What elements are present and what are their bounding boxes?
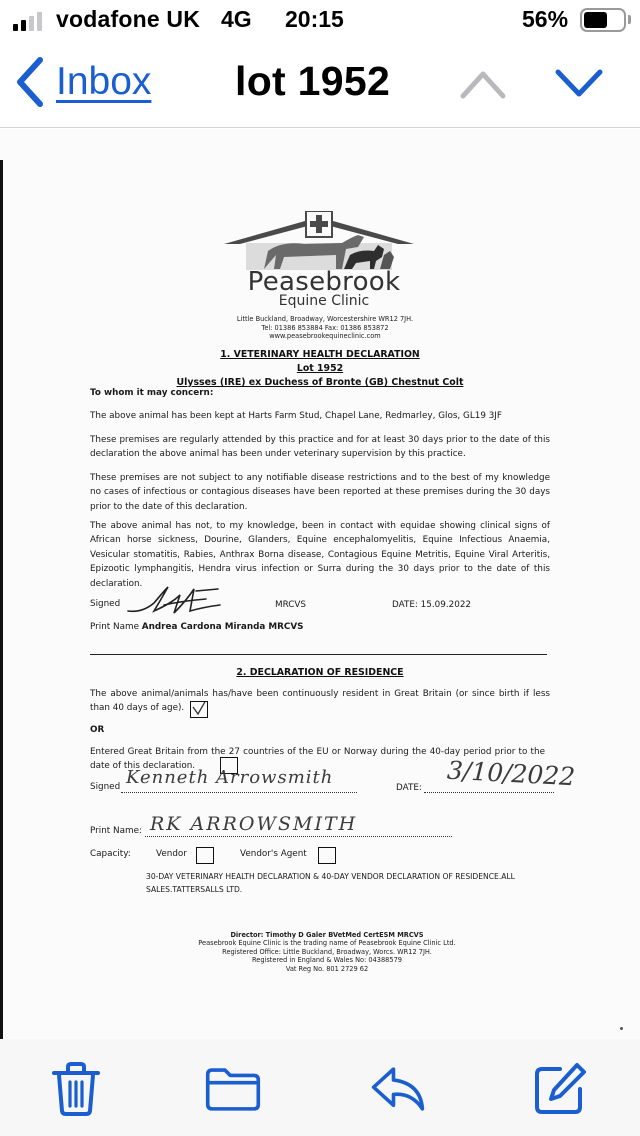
vendors-agent-checkbox: [318, 847, 336, 864]
signed-label: Signed: [90, 599, 121, 609]
status-bar: [0, 0, 640, 40]
residence-paragraph: The above animal/animals has/have been continuously resident in Great Britain (or since birth if less than 40 days of age).: [90, 689, 550, 714]
resident-checkbox: [190, 701, 208, 718]
message-subject-title: lot 1952: [235, 58, 391, 104]
declaration-note: 30-DAY VETERINARY HEALTH DECLARATION & 40-DAY VENDOR DECLARATION OF RESIDENCE.ALL SALES.TATTERSALLS LTD.: [146, 872, 515, 894]
vendor-signature: Kenneth Arrowsmith: [126, 767, 334, 788]
move-to-folder-button[interactable]: [205, 1061, 261, 1117]
declaration-paragraph: The above animal has not, to my knowledge, been in contact with equidae showing clinical signs of African horse sickness, Dourine, Glanders, Equine encephalomyelitis, Equine Infectious Anaemia, Vesicular stomatitis, Rabies, Anthrax Borna disease, Contagious Equine Metritis, Equine Viral Arteritis, Epizootic lymphangitis, Hendra virus infection or Surra during the 30 days prior to the date of this declaration.: [90, 521, 550, 589]
network-type: 4G: [221, 6, 252, 32]
mail-nav-bar: [0, 40, 640, 128]
cellular-signal-icon: [13, 12, 42, 31]
capacity-label: Capacity:: [90, 849, 131, 859]
print-name-row: Print Name Andrea Cardona Miranda MRCVS: [90, 622, 304, 632]
date-label: DATE:: [396, 783, 422, 793]
vendor-checkbox: [196, 847, 214, 864]
trash-icon: [50, 1061, 102, 1117]
vendor-declaration-date: 3/10/2022: [446, 755, 576, 792]
vendors-agent-label: Vendor's Agent: [240, 849, 307, 859]
mail-toolbar: [0, 1039, 640, 1136]
clinic-subtitle: Equine Clinic: [278, 293, 370, 309]
battery-percent: 56%: [522, 6, 569, 32]
carrier-name: vodafone UK: [56, 6, 201, 32]
attachment-viewer[interactable]: [0, 129, 640, 1039]
trash-button[interactable]: [48, 1061, 104, 1117]
declaration-paragraph: These premises are regularly attended by this practice and for at least 30 days prior to the date of this declaration the above animal has been under veterinary supervision by this practice.: [90, 435, 550, 460]
horse-description: Ulysses (IRE) ex Duchess of Bronte (GB) Chestnut Colt: [176, 377, 464, 388]
scanned-document: [0, 129, 640, 1039]
folder-icon: [205, 1064, 261, 1114]
back-label: Inbox: [56, 60, 152, 103]
chevron-up-icon[interactable]: [458, 64, 508, 104]
declaration-paragraph: The above animal has been kept at Harts Farm Stud, Chapel Lane, Redmarley, Glos, GL19 3JF: [90, 411, 502, 421]
vet-signature-icon: [124, 581, 224, 621]
clinic-logo-icon: [224, 211, 414, 271]
battery-icon: [580, 8, 626, 32]
vet-print-name: Andrea Cardona Miranda MRCVS: [141, 622, 304, 632]
lot-number: Lot 1952: [296, 363, 344, 374]
clinic-name: Peasebrook: [247, 267, 401, 297]
clinic-address: Little Buckland, Broadway, Worcestershire WR12 7JH. Tel: 01386 853884 Fax: 01386 853872 www.peasebrookequineclinic.com: [236, 315, 414, 340]
vendor-print-name: RK ARROWSMITH: [150, 813, 358, 835]
signed-label: Signed: [90, 782, 121, 792]
reply-icon: [370, 1063, 426, 1115]
declaration-paragraph: These premises are not subject to any notifiable disease restrictions and to the best of my knowledge no cases of infectious or contagious diseases have been reported at these premises during the 30 days prior to the date of this declaration.: [90, 473, 550, 512]
section-divider: [90, 654, 547, 655]
status-time: 20:15: [285, 6, 344, 32]
or-label: OR: [90, 725, 105, 735]
salutation: To whom it may concern:: [90, 388, 214, 398]
section1-title: 1. VETERINARY HEALTH DECLARATION: [220, 349, 420, 360]
vendor-label: Vendor: [156, 849, 187, 859]
chevron-left-icon: [14, 56, 44, 108]
document-footer: Director: Timothy D Galer BVetMed CertESM MRCVS Peasebrook Equine Clinic is the trading name of Peasebrook Equine Clinic Ltd. Registered Office: Little Buckland, Broadway, Worcs. WR12 7JH. Registered in England & Wales No: 04388579 Vat Reg No. 801 2729 62: [198, 931, 456, 973]
residence-paragraph: Entered Great Britain from the 27 countries of the EU or Norway during the 40-day period prior to the date of this declaration.: [90, 747, 545, 772]
print-name-label: Print Name:: [90, 826, 142, 836]
section2-title: 2. DECLARATION OF RESIDENCE: [236, 667, 404, 678]
back-to-inbox-button[interactable]: [14, 50, 151, 114]
chevron-down-icon[interactable]: [553, 64, 605, 104]
checkmark-icon: [191, 702, 207, 717]
compose-icon: [532, 1061, 588, 1117]
reply-button[interactable]: [370, 1061, 426, 1117]
vet-declaration-date: DATE: 15.09.2022: [392, 600, 472, 610]
mrcvs-label: MRCVS: [275, 600, 307, 610]
compose-button[interactable]: [532, 1061, 588, 1117]
